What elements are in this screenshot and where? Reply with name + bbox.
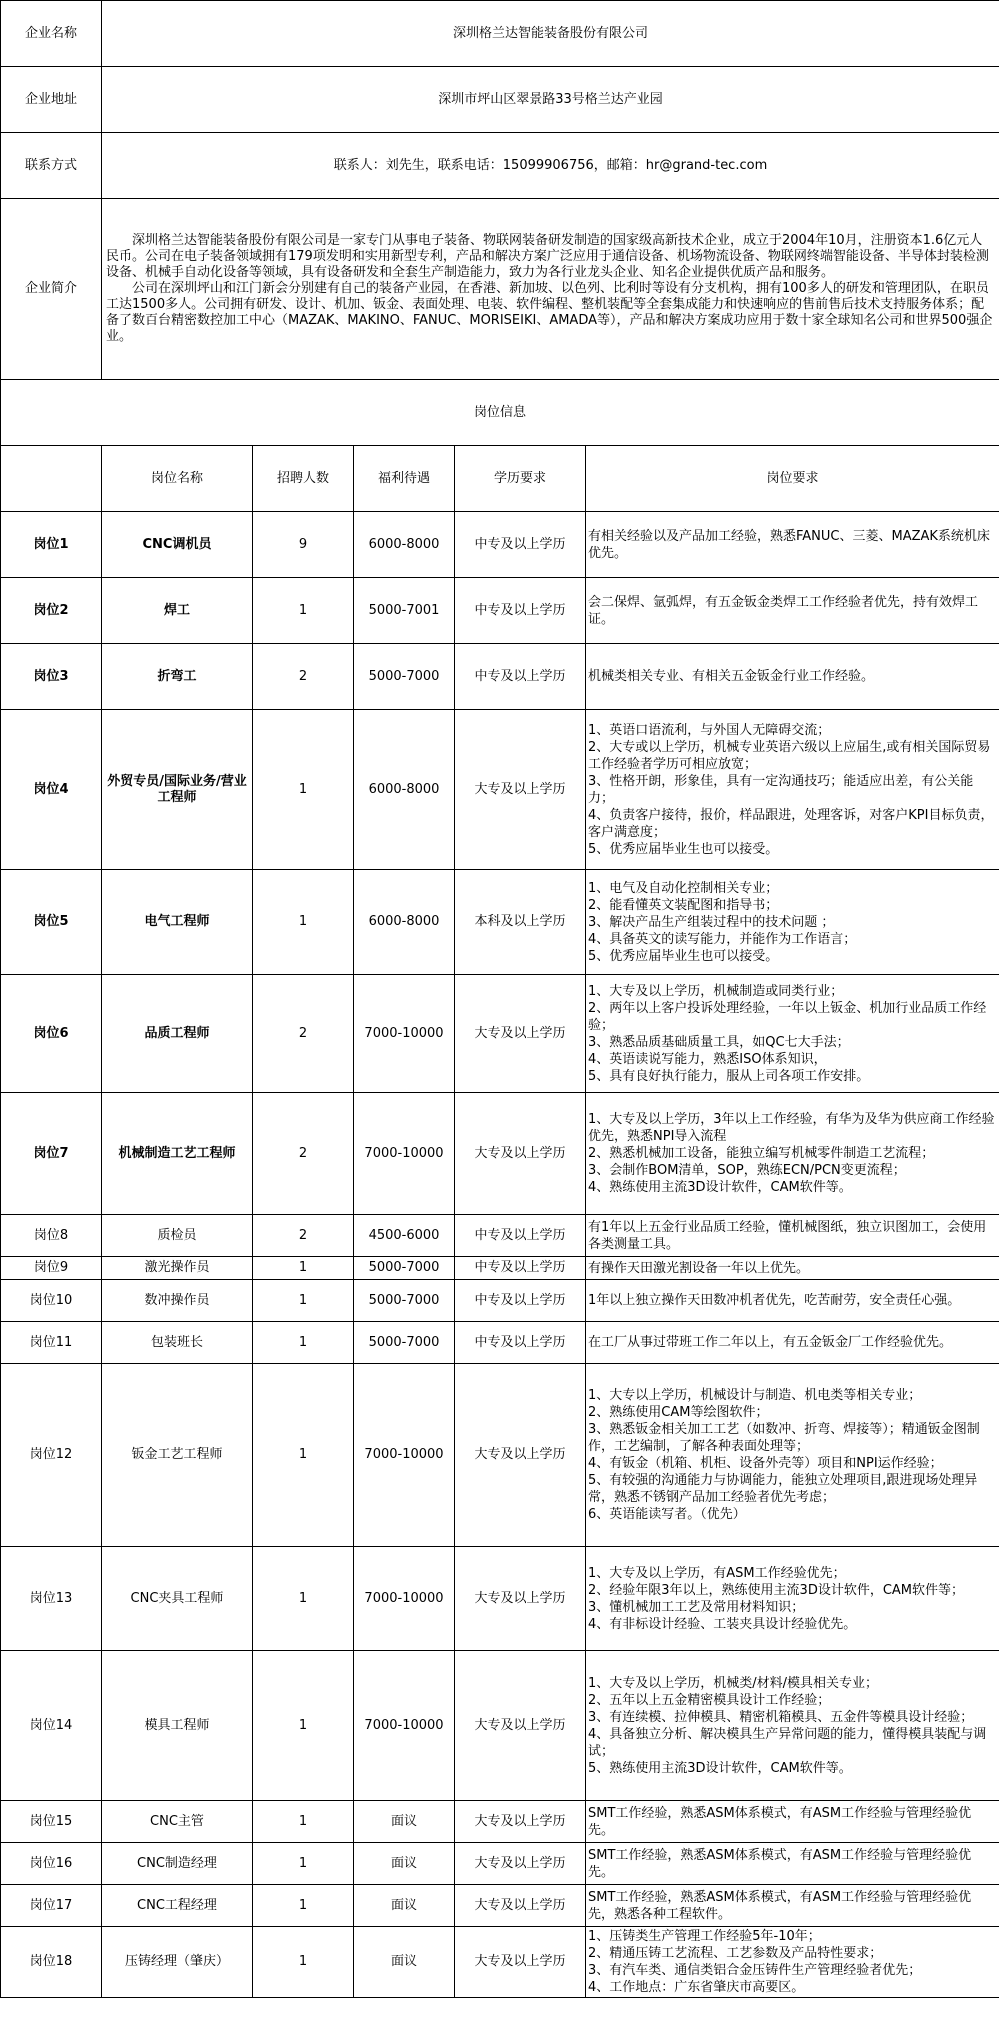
job-requirements [586,870,999,975]
requirement-line: 3、解决产品生产组装过程中的技术问题 ； [588,914,835,930]
requirement-line: 4、熟练使用主流3D设计软件，CAM软件等。 [588,1180,852,1195]
job-salary: 6000-8000 [354,512,455,578]
job-education: 大专及以上学历 [455,1651,586,1801]
job-id: 岗位6 [1,975,102,1093]
job-row [1,1364,999,1547]
job-headcount: 1 [253,1547,354,1651]
job-education: 中专及以上学历 [455,1280,586,1322]
requirement-line: 1、大专及以上学历，机械制造或同类行业； [588,983,844,999]
job-education: 大专及以上学历 [455,1801,586,1843]
company-address: 深圳市坪山区翠景路33号格兰达产业园 [102,67,999,133]
job-headcount: 1 [253,1280,354,1322]
company-intro [102,199,999,380]
requirement-line: 1、英语口语流利，与外国人无障碍交流； [588,722,831,738]
job-id: 岗位3 [1,644,102,710]
job-name: 焊工 [102,578,253,644]
header-job-name: 岗位名称 [102,446,253,512]
job-education: 本科及以上学历 [455,870,586,975]
requirement-line: 1、大专及以上学历，有ASM工作经验优先； [588,1565,846,1581]
requirement-line: 4、有钣金（机箱、机柜、设备外壳等）项目和NPI运作经验； [588,1456,943,1471]
job-requirements [586,578,999,644]
job-row [1,1927,999,1998]
job-salary: 5000-7000 [354,1280,455,1322]
job-id: 岗位12 [1,1364,102,1547]
job-headcount: 1 [253,1801,354,1843]
job-headcount: 1 [253,1322,354,1364]
job-requirements [586,1215,999,1257]
row-company-name [1,1,999,67]
job-education: 大专及以上学历 [455,710,586,870]
requirement-line: 2、熟悉机械加工设备，能独立编写机械零件制造工艺流程； [588,1146,935,1161]
job-headcount: 1 [253,1927,354,1998]
job-name: 模具工程师 [102,1651,253,1801]
row-company-contact [1,133,999,199]
requirement-line: 2、经验年限3年以上，熟练使用主流3D设计软件，CAM软件等； [588,1582,965,1598]
header-blank [1,446,102,512]
job-salary: 7000-10000 [354,1364,455,1547]
job-headcount: 9 [253,512,354,578]
job-salary: 7000-10000 [354,1547,455,1651]
job-requirements [586,1843,999,1885]
job-name: CNC主管 [102,1801,253,1843]
job-name: 外贸专员/国际业务/营业工程师 [102,710,253,870]
job-headcount: 2 [253,644,354,710]
row-jobs-section-title [1,380,999,446]
contact-info: 联系人：刘先生，联系电话：15099906756，邮箱：hr@grand-tec.com [102,133,999,199]
job-education: 大专及以上学历 [455,1885,586,1927]
job-id: 岗位10 [1,1280,102,1322]
job-row [1,870,999,975]
requirement-line: 3、性格开朗，形象佳，具有一定沟通技巧；能适应出差，有公关能力； [588,773,974,806]
job-id: 岗位11 [1,1322,102,1364]
job-headcount: 2 [253,1215,354,1257]
header-headcount: 招聘人数 [253,446,354,512]
job-name: 压铸经理（肇庆） [102,1927,253,1998]
requirement-line: 1年以上独立操作天田数冲机者优先，吃苦耐劳，安全责任心强。 [588,1293,961,1308]
job-id: 岗位7 [1,1093,102,1215]
requirement-line: 5、优秀应届毕业生也可以接受。 [588,948,779,964]
job-row [1,1547,999,1651]
job-row [1,975,999,1093]
job-name: 机械制造工艺工程师 [102,1093,253,1215]
company-address-label: 企业地址 [1,67,102,133]
job-salary: 7000-10000 [354,1093,455,1215]
requirement-line: 机械类相关专业、有相关五金钣金行业工作经验。 [588,669,875,684]
requirement-line: 4、英语读说写能力，熟悉ISO体系知识， [588,1051,827,1067]
job-salary: 5000-7001 [354,578,455,644]
requirement-line: 4、有非标设计经验、工装夹具设计经验优先。 [588,1616,857,1632]
job-row [1,1322,999,1364]
job-row [1,1843,999,1885]
job-name: 质检员 [102,1215,253,1257]
job-name: 电气工程师 [102,870,253,975]
job-headcount: 1 [253,1885,354,1927]
job-id: 岗位14 [1,1651,102,1801]
requirement-line: 在工厂从事过带班工作二年以上，有五金钣金厂工作经验优先。 [588,1335,953,1350]
requirement-line: 有相关经验以及产品加工经验，熟悉FANUC、三菱、MAZAK系统机床优先。 [588,528,990,561]
requirement-line: 2、精通压铸工艺流程、工艺参数及产品特性要求； [588,1946,883,1961]
job-headcount: 1 [253,710,354,870]
job-salary: 面议 [354,1885,455,1927]
job-headcount: 1 [253,578,354,644]
job-requirements [586,1547,999,1651]
job-id: 岗位1 [1,512,102,578]
job-salary: 7000-10000 [354,1651,455,1801]
requirement-line: 3、会制作BOM清单，SOP，熟练ECN/PCN变更流程； [588,1163,906,1178]
requirement-line: 1、大专以上学历，机械设计与制造、机电类等相关专业； [588,1388,922,1403]
job-salary: 6000-8000 [354,710,455,870]
job-row [1,1801,999,1843]
jobs-section-title: 岗位信息 [1,380,999,446]
requirement-line: 4、负责客户接待，报价，样品跟进，处理客诉，对客户KPI目标负责，客户满意度； [588,807,994,840]
requirement-line: SMT工作经验，熟悉ASM体系模式，有ASM工作经验与管理经验优先。 [588,1847,972,1880]
requirement-line: 1、大专及以上学历，机械类/材料/模具相关专业； [588,1675,879,1691]
job-education: 中专及以上学历 [455,578,586,644]
job-name: 钣金工艺工程师 [102,1364,253,1547]
job-education: 大专及以上学历 [455,1843,586,1885]
job-education: 中专及以上学历 [455,644,586,710]
job-id: 岗位16 [1,1843,102,1885]
job-headcount: 1 [253,1364,354,1547]
job-education: 大专及以上学历 [455,1927,586,1998]
requirement-line: 6、英语能读写者。（优先） [588,1507,746,1522]
job-name: 激光操作员 [102,1257,253,1280]
job-name: CNC工程经理 [102,1885,253,1927]
requirement-line: 3、熟悉品质基础质量工具，如QC七大手法； [588,1034,850,1050]
job-id: 岗位17 [1,1885,102,1927]
job-id: 岗位5 [1,870,102,975]
job-requirements [586,975,999,1093]
requirement-line: 4、具备独立分析、解决模具生产异常问题的能力，懂得模具装配与调试； [588,1726,987,1759]
job-requirements [586,1364,999,1547]
job-salary: 5000-7000 [354,1257,455,1280]
job-name: 品质工程师 [102,975,253,1093]
job-salary: 面议 [354,1801,455,1843]
job-education: 大专及以上学历 [455,1547,586,1651]
job-salary: 面议 [354,1843,455,1885]
job-requirements [586,1651,999,1801]
intro-label: 企业简介 [1,199,102,380]
job-salary: 面议 [354,1927,455,1998]
job-education: 大专及以上学历 [455,1364,586,1547]
header-requirements: 岗位要求 [586,446,999,512]
job-row [1,1280,999,1322]
intro-paragraph-1: 深圳格兰达智能装备股份有限公司是一家专门从事电子装备、物联网装备研发制造的国家级高新技术企业，成立于2004年10月，注册资本1.6亿元人民币。公司在电子装备领域拥有179项发明和实用新型专利，产品和解决方案广泛应用于通信设备、机场物流设备、物联网终端智能设备、半导体封装检测设备、机械手自动化设备等领域，具有设备研发和全套生产制造能力，致力为各行业龙头企业、知名企业提供优质产品和服务。 [106,233,989,280]
contact-label: 联系方式 [1,133,102,199]
job-headcount: 1 [253,1257,354,1280]
requirement-line: 2、大专或以上学历，机械专业英语六级以上应届生,或有相关国际贸易工作经验者学历可相应放宽； [588,739,991,772]
job-name: CNC夹具工程师 [102,1547,253,1651]
header-salary: 福利待遇 [354,446,455,512]
job-row [1,710,999,870]
job-id: 岗位8 [1,1215,102,1257]
job-name: 数冲操作员 [102,1280,253,1322]
job-name: 包装班长 [102,1322,253,1364]
requirement-line: 2、熟练使用CAM等绘图软件； [588,1405,769,1420]
job-row [1,1651,999,1801]
requirement-line: 3、有汽车类、通信类铝合金压铸件生产管理经验者优先； [588,1963,922,1978]
job-requirements [586,1093,999,1215]
company-name-label: 企业名称 [1,1,102,67]
requirement-line: 1、电气及自动化控制相关专业； [588,880,779,896]
job-salary: 6000-8000 [354,870,455,975]
job-requirements [586,1885,999,1927]
job-education: 中专及以上学历 [455,1322,586,1364]
requirement-line: 3、有连续模、拉伸模具、精密机箱模具、五金件等模具设计经验； [588,1709,974,1725]
requirement-line: 1、压铸类生产管理工作经验5年-10年； [588,1929,821,1944]
job-salary: 5000-7000 [354,1322,455,1364]
job-salary: 4500-6000 [354,1215,455,1257]
job-requirements [586,512,999,578]
job-headcount: 1 [253,1651,354,1801]
job-requirements [586,1257,999,1280]
requirement-line: 2、能看懂英文装配图和指导书； [588,897,779,913]
job-education: 大专及以上学历 [455,975,586,1093]
job-requirements [586,1801,999,1843]
requirement-line: 5、有较强的沟通能力与协调能力，能独立处理项目,跟进现场处理异常，熟悉不锈钢产品加工经验者优先考虑； [588,1473,978,1505]
requirement-line: 有操作天田激光割设备一年以上优先。 [588,1260,810,1276]
job-salary: 7000-10000 [354,975,455,1093]
requirement-line: 4、工作地点：广东省肇庆市高要区。 [588,1980,805,1995]
intro-paragraph-2: 公司在深圳坪山和江门新会分别建有自己的装备产业园，在香港、新加坡、以色列、比利时等设有分支机构，拥有100多人的研发和管理团队，在职员工达1500多人。公司拥有研发、设计、机加、钣金、表面处理、电装、软件编程、整机装配等全套集成能力和快速响应的售前售后技术支持服务体系；配备了数百台精密数控加工中心（MAZAK、MAKINO、FANUC、MORISEIKI、AMADA等），产品和解决方案成功应用于数十家全球知名公司和世界500强企业。 [106,281,993,344]
requirement-line: SMT工作经验，熟悉ASM体系模式，有ASM工作经验与管理经验优先。 [588,1805,972,1838]
job-requirements [586,1280,999,1322]
job-requirements [586,1322,999,1364]
job-education: 中专及以上学历 [455,512,586,578]
job-requirements [586,644,999,710]
job-id: 岗位9 [1,1257,102,1280]
requirement-line: 2、五年以上五金精密模具设计工作经验； [588,1692,831,1708]
job-row [1,1093,999,1215]
job-name: CNC制造经理 [102,1843,253,1885]
job-row [1,578,999,644]
requirement-line: 3、熟悉钣金相关加工工艺（如数冲、折弯、焊接等）；精通钣金图制作，工艺编制，了解各种表面处理等； [588,1422,980,1454]
job-row [1,1885,999,1927]
job-id: 岗位13 [1,1547,102,1651]
job-row [1,644,999,710]
job-headcount: 1 [253,870,354,975]
requirement-line: 5、具有良好执行能力，服从上司各项工作安排。 [588,1068,870,1084]
job-headcount: 2 [253,1093,354,1215]
job-education: 大专及以上学历 [455,1093,586,1215]
job-row [1,1257,999,1280]
job-salary: 5000-7000 [354,644,455,710]
row-company-address [1,67,999,133]
job-id: 岗位18 [1,1927,102,1998]
job-education: 中专及以上学历 [455,1257,586,1280]
requirement-line: 会二保焊、氩弧焊，有五金钣金类焊工工作经验者优先，持有效焊工证。 [588,594,979,627]
job-name: CNC调机员 [102,512,253,578]
job-requirements [586,1927,999,1998]
job-id: 岗位4 [1,710,102,870]
job-headcount: 1 [253,1843,354,1885]
requirement-line: 1、大专及以上学历，3年以上工作经验，有华为及华为供应商工作经验优先，熟悉NPI导入流程 [588,1112,995,1144]
job-headcount: 2 [253,975,354,1093]
job-row [1,1215,999,1257]
requirement-line: 2、两年以上客户投诉处理经验，一年以上钣金、机加行业品质工作经验； [588,1000,987,1033]
requirement-line: 5、优秀应届毕业生也可以接受。 [588,841,779,857]
requirement-line: 5、熟练使用主流3D设计软件，CAM软件等。 [588,1760,852,1776]
job-name: 折弯工 [102,644,253,710]
job-education: 中专及以上学历 [455,1215,586,1257]
requirement-line: 有1年以上五金行业品质工经验，懂机械图纸，独立识图加工，会使用各类测量工具。 [588,1219,987,1252]
job-id: 岗位15 [1,1801,102,1843]
requirement-line: SMT工作经验，熟悉ASM体系模式，有ASM工作经验与管理经验优先，熟悉各种工程软件。 [588,1889,972,1922]
company-name: 深圳格兰达智能装备股份有限公司 [102,1,999,67]
requirement-line: 4、具备英文的读写能力，并能作为工作语言； [588,931,857,947]
job-row [1,512,999,578]
job-id: 岗位2 [1,578,102,644]
header-education: 学历要求 [455,446,586,512]
row-table-header [1,446,999,512]
row-company-intro [1,199,999,380]
job-requirements [586,710,999,870]
requirement-line: 3、懂机械加工工艺及常用材料知识； [588,1599,805,1615]
